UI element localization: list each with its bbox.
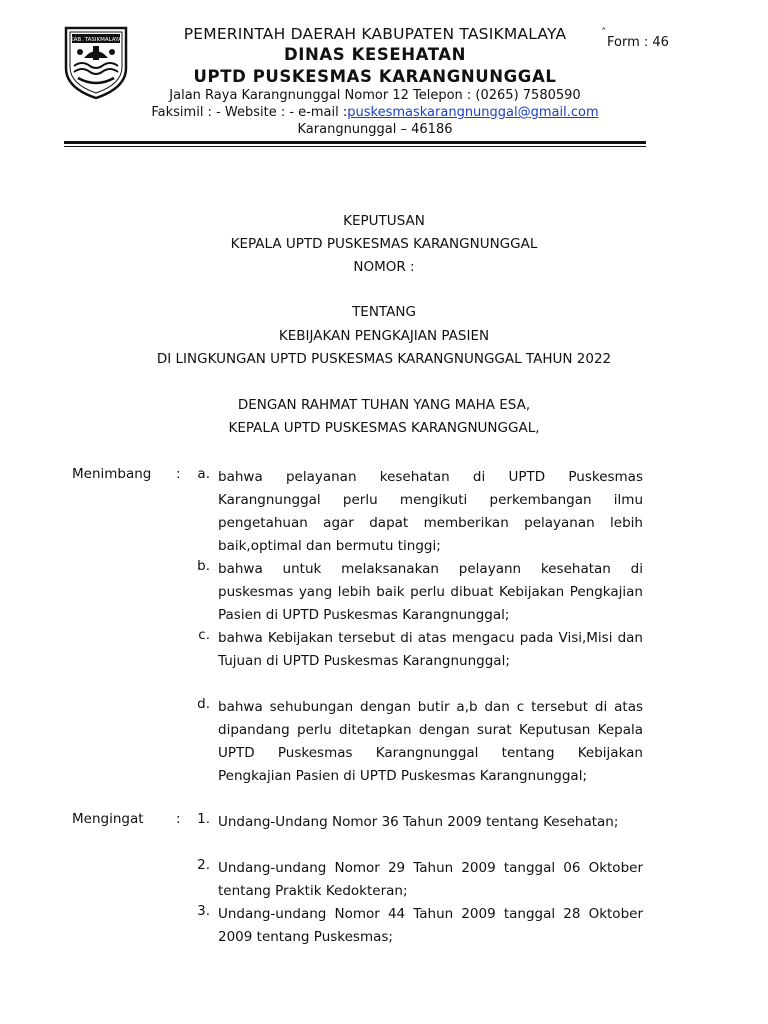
header-department: DINAS KESEHATAN — [283, 45, 467, 64]
item-text: bahwa untuk melaksanakan pelayann kesehatan di puskesmas yang lebih baik perlu dibuat Kebijakan Pengkajian Pasien di UPTD Puskesmas Karangnunggal; — [218, 561, 643, 623]
contact-prefix: Faksimil : - Website : - e-mail : — [151, 105, 348, 120]
menimbang-label: Menimbang — [72, 466, 152, 482]
item-mark: 1. — [197, 811, 210, 827]
menimbang-colon: : — [176, 466, 181, 482]
title-kepala: KEPALA UPTD PUSKESMAS KARANGNUNGGAL — [230, 236, 538, 252]
item-mark: 3. — [197, 903, 210, 919]
item-mark: d. — [197, 696, 210, 712]
caret-mark: ˆ — [601, 26, 607, 39]
header-contact — [140, 105, 610, 120]
item-text: bahwa sehubungan dengan butir a,b dan c tersebut di atas dipandang perlu ditetapkan dengan surat Keputusan Kepala UPTD Puskesmas Karangnunggal tentang Kebijakan Pengkajian Pasien di UPTD Puskesmas Karangnunggal; — [218, 699, 643, 784]
header-unit: UPTD PUSKESMAS KARANGNUNGGAL — [193, 67, 557, 86]
item-text: Undang-Undang Nomor 36 Tahun 2009 tentang Kesehatan; — [218, 814, 619, 830]
title-kepala-signatory: KEPALA UPTD PUSKESMAS KARANGNUNGGAL, — [228, 420, 540, 436]
mengingat-label: Mengingat — [72, 811, 144, 827]
item-text: bahwa Kebijakan tersebut di atas mengacu pada Visi,Misi dan Tujuan di UPTD Puskesmas Karangnunggal; — [218, 630, 643, 669]
title-tentang: TENTANG — [352, 304, 416, 320]
letterhead-rule-thick — [64, 141, 646, 144]
header-government-line: PEMERINTAH DAERAH KABUPATEN TASIKMALAYA — [183, 25, 567, 43]
form-number-label: Form : 46 — [607, 35, 669, 50]
item-text: Undang-undang Nomor 29 Tahun 2009 tanggal 06 Oktober tentang Praktik Kedokteran; — [218, 860, 643, 899]
item-mark: b. — [197, 558, 210, 574]
item-mark: 2. — [197, 857, 210, 873]
header-city: Karangnunggal – 46186 — [297, 122, 453, 137]
kabupaten-tasikmalaya-emblem-icon — [60, 22, 132, 102]
title-subject-2: DI LINGKUNGAN UPTD PUSKESMAS KARANGNUNGGAL TAHUN 2022 — [156, 351, 612, 367]
title-subject-1: KEBIJAKAN PENGKAJIAN PASIEN — [278, 328, 490, 344]
item-mark: a. — [197, 466, 210, 482]
title-nomor: NOMOR : — [353, 259, 415, 275]
title-rahmat: DENGAN RAHMAT TUHAN YANG MAHA ESA, — [237, 397, 531, 413]
header-address: Jalan Raya Karangnunggal Nomor 12 Telepon : (0265) 7580590 — [169, 88, 581, 103]
letterhead-rule-thin — [64, 146, 646, 147]
mengingat-colon: : — [176, 811, 181, 827]
emblem-lettering: KAB. TASIKMALAYA — [70, 37, 122, 43]
item-text: Undang-undang Nomor 44 Tahun 2009 tanggal 28 Oktober 2009 tentang Puskesmas; — [218, 906, 643, 945]
title-keputusan: KEPUTUSAN — [343, 213, 425, 229]
email-link[interactable]: puskesmaskarangnunggal@gmail.com — [347, 105, 599, 120]
item-mark: c. — [198, 627, 210, 643]
item-text: bahwa pelayanan kesehatan di UPTD Puskesmas Karangnunggal perlu mengikuti perkembangan ilmu pengetahuan agar dapat memberikan pelayanan lebih baik,optimal dan bermutu tinggi; — [218, 469, 643, 554]
